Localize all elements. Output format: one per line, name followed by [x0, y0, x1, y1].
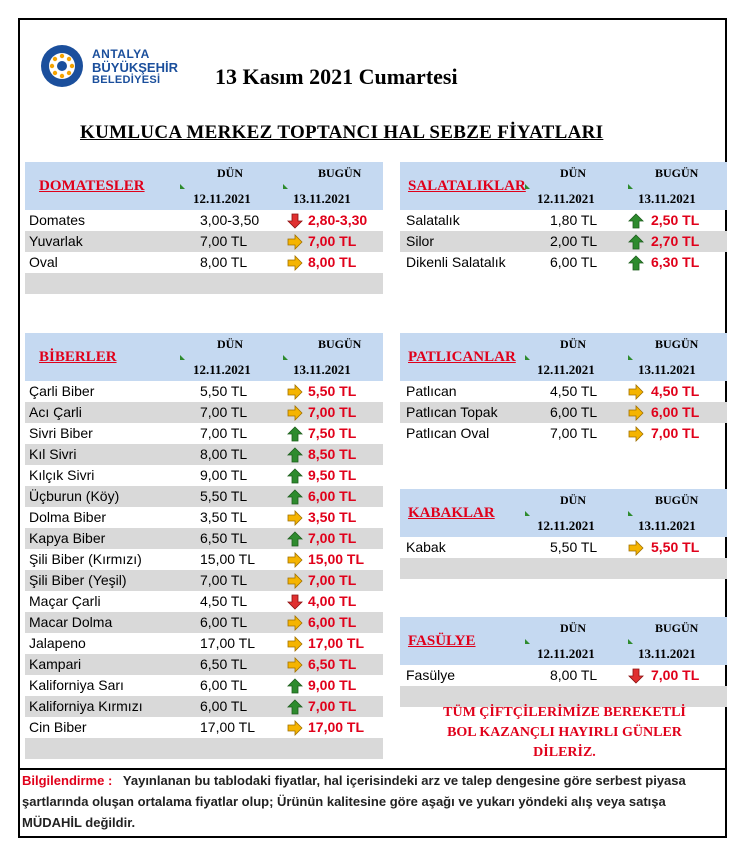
product-name: Salatalık [406, 212, 460, 228]
price-yesterday: 5,50 TL [200, 488, 248, 504]
col-yesterday: DÜN [217, 166, 243, 180]
arrow-up-icon [287, 678, 303, 694]
product-name: Macar Dolma [29, 614, 113, 630]
col-yesterday-date: 12.11.2021 [537, 518, 595, 533]
arrow-right-icon [628, 405, 644, 421]
price-row [25, 444, 383, 465]
price-row [400, 210, 727, 231]
col-yesterday-date: 12.11.2021 [537, 191, 595, 206]
price-row [25, 570, 383, 591]
product-name: Kıl Sivri [29, 446, 77, 462]
price-today: 3,50 TL [308, 509, 357, 525]
price-row [400, 381, 727, 402]
price-yesterday: 2,00 TL [550, 233, 598, 249]
section-title: KABAKLAR [408, 505, 495, 521]
price-row [25, 528, 383, 549]
arrow-right-icon [287, 405, 303, 421]
product-name: Kapya Biber [29, 530, 106, 546]
product-name: Dolma Biber [29, 509, 107, 525]
product-name: Maçar Çarli [29, 593, 101, 609]
logo-line3: BELEDİYESİ [92, 74, 161, 86]
cell-marker [180, 184, 185, 189]
product-name: Yuvarlak [29, 233, 83, 249]
price-row [25, 381, 383, 402]
col-today-date: 13.11.2021 [638, 191, 696, 206]
section-header [400, 617, 727, 665]
price-row [25, 612, 383, 633]
product-name: Üçburun (Köy) [29, 488, 120, 504]
col-yesterday: DÜN [560, 621, 586, 635]
col-yesterday: DÜN [560, 337, 586, 351]
price-yesterday: 5,50 TL [200, 383, 248, 399]
price-row [25, 591, 383, 612]
price-yesterday: 9,00 TL [200, 467, 248, 483]
arrow-up-icon [287, 426, 303, 442]
price-row [25, 507, 383, 528]
arrow-down-icon [287, 594, 303, 610]
price-yesterday: 7,00 TL [200, 233, 248, 249]
price-today: 7,00 TL [308, 572, 357, 588]
price-today: 7,00 TL [308, 530, 357, 546]
col-yesterday-date: 12.11.2021 [193, 362, 251, 377]
price-today: 7,50 TL [308, 425, 357, 441]
arrow-down-icon [287, 213, 303, 229]
arrow-right-icon [287, 573, 303, 589]
arrow-right-icon [287, 720, 303, 736]
price-today: 6,00 TL [651, 404, 700, 420]
price-row [25, 549, 383, 570]
col-today: BUGÜN [318, 166, 362, 180]
product-name: Sivri Biber [29, 425, 93, 441]
arrow-right-icon [287, 636, 303, 652]
logo-line1: ANTALYA [92, 47, 150, 61]
price-today: 9,00 TL [308, 677, 357, 693]
price-yesterday: 7,00 TL [200, 404, 248, 420]
price-row [25, 231, 383, 252]
empty-row [25, 273, 383, 294]
section-title: PATLICANLAR [408, 349, 516, 365]
section-fasulye [400, 617, 727, 707]
empty-row [25, 738, 383, 759]
price-yesterday: 4,50 TL [200, 593, 248, 609]
section-biberler [25, 333, 383, 759]
arrow-up-icon [628, 255, 644, 271]
product-name: Kılçık Sivri [29, 467, 95, 483]
section-header [25, 333, 383, 381]
product-name: Silor [406, 233, 435, 249]
col-today-date: 13.11.2021 [293, 362, 351, 377]
arrow-up-icon [287, 531, 303, 547]
price-row [400, 252, 727, 273]
product-name: Kampari [29, 656, 82, 672]
price-yesterday: 7,00 TL [200, 425, 248, 441]
greeting-message [402, 703, 727, 763]
product-name: Patlıcan [406, 383, 457, 399]
price-yesterday: 6,00 TL [550, 404, 598, 420]
product-name: Jalapeno [29, 635, 86, 651]
section-title: BİBERLER [39, 349, 117, 365]
price-row [25, 696, 383, 717]
price-yesterday: 1,80 TL [550, 212, 598, 228]
col-today-date: 13.11.2021 [638, 362, 696, 377]
empty-row [400, 558, 727, 579]
footer-label: Bilgilendirme : [22, 773, 113, 788]
col-today: BUGÜN [655, 493, 699, 507]
greeting-line3: DİLERİZ. [533, 745, 596, 760]
logo-emblem-icon [40, 44, 84, 88]
price-today: 15,00 TL [308, 551, 365, 567]
product-name: Dikenli Salatalık [406, 254, 506, 270]
arrow-up-icon [287, 489, 303, 505]
price-yesterday: 17,00 TL [200, 719, 256, 735]
arrow-right-icon [628, 384, 644, 400]
col-today: BUGÜN [655, 337, 699, 351]
price-row [25, 252, 383, 273]
col-today-date: 13.11.2021 [638, 646, 696, 661]
price-today: 2,70 TL [651, 233, 700, 249]
price-row [25, 423, 383, 444]
arrow-up-icon [628, 213, 644, 229]
price-yesterday: 3,00-3,50 [200, 212, 260, 228]
price-row [25, 633, 383, 654]
arrow-right-icon [287, 384, 303, 400]
arrow-right-icon [287, 657, 303, 673]
price-today: 7,00 TL [308, 698, 357, 714]
price-yesterday: 7,00 TL [200, 572, 248, 588]
price-today: 17,00 TL [308, 635, 365, 651]
municipality-logo [40, 44, 190, 92]
col-yesterday: DÜN [560, 166, 586, 180]
arrow-right-icon [287, 234, 303, 250]
section-title: DOMATESLER [39, 178, 145, 194]
price-today: 2,80-3,30 [308, 212, 368, 228]
price-today: 6,00 TL [308, 614, 357, 630]
arrow-right-icon [628, 426, 644, 442]
product-name: Oval [29, 254, 58, 270]
price-row [25, 717, 383, 738]
price-row [25, 402, 383, 423]
product-name: Şili Biber (Kırmızı) [29, 551, 142, 567]
price-today: 6,00 TL [308, 488, 357, 504]
price-today: 7,00 TL [651, 425, 700, 441]
price-today: 4,50 TL [651, 383, 700, 399]
product-name: Kaliforniya Kırmızı [29, 698, 143, 714]
price-row [400, 402, 727, 423]
price-row [400, 231, 727, 252]
price-today: 5,50 TL [651, 539, 700, 555]
arrow-right-icon [287, 615, 303, 631]
main-title: KUMLUCA MERKEZ TOPTANCI HAL SEBZE FİYATLARI [80, 122, 604, 143]
col-today: BUGÜN [318, 337, 362, 351]
footer-note [22, 770, 722, 833]
greeting-line2: BOL KAZANÇLI HAYIRLI GÜNLER [447, 725, 682, 740]
arrow-up-icon [628, 234, 644, 250]
price-row [400, 423, 727, 444]
col-yesterday-date: 12.11.2021 [537, 646, 595, 661]
logo-line2: BÜYÜKŞEHİR [92, 60, 178, 75]
product-name: Cin Biber [29, 719, 87, 735]
price-row [400, 537, 727, 558]
price-yesterday: 5,50 TL [550, 539, 598, 555]
price-yesterday: 6,00 TL [200, 698, 248, 714]
price-today: 6,30 TL [651, 254, 700, 270]
col-today: BUGÜN [655, 621, 699, 635]
price-yesterday: 6,50 TL [200, 530, 248, 546]
price-row [25, 210, 383, 231]
cell-marker [628, 511, 633, 516]
price-yesterday: 8,00 TL [200, 446, 248, 462]
section-title: FASÜLYE [408, 633, 476, 649]
cell-marker [628, 639, 633, 644]
col-yesterday-date: 12.11.2021 [193, 191, 251, 206]
price-today: 9,50 TL [308, 467, 357, 483]
price-yesterday: 6,00 TL [200, 677, 248, 693]
col-today-date: 13.11.2021 [638, 518, 696, 533]
price-yesterday: 17,00 TL [200, 635, 256, 651]
col-yesterday-date: 12.11.2021 [537, 362, 595, 377]
section-salataliklar [400, 162, 727, 273]
product-name: Şili Biber (Yeşil) [29, 572, 127, 588]
col-yesterday: DÜN [217, 337, 243, 351]
cell-marker [525, 511, 530, 516]
cell-marker [525, 184, 530, 189]
price-today: 17,00 TL [308, 719, 365, 735]
price-today: 8,50 TL [308, 446, 357, 462]
price-today: 5,50 TL [308, 383, 357, 399]
price-yesterday: 7,00 TL [550, 425, 598, 441]
product-name: Kaliforniya Sarı [29, 677, 124, 693]
price-yesterday: 6,00 TL [200, 614, 248, 630]
product-name: Domates [29, 212, 86, 228]
cell-marker [628, 184, 633, 189]
price-today: 4,00 TL [308, 593, 357, 609]
arrow-right-icon [287, 510, 303, 526]
price-today: 8,00 TL [308, 254, 357, 270]
price-yesterday: 8,00 TL [550, 667, 598, 683]
price-yesterday: 8,00 TL [200, 254, 248, 270]
greeting-line1: TÜM ÇİFTÇİLERİMİZE BEREKETLİ [443, 705, 686, 720]
arrow-down-icon [628, 668, 644, 684]
section-title: SALATALIKLAR [408, 178, 526, 194]
arrow-up-icon [287, 468, 303, 484]
price-row [25, 465, 383, 486]
logo-text [92, 48, 178, 87]
date-title: 13 Kasım 2021 Cumartesi [215, 64, 458, 89]
price-yesterday: 6,00 TL [550, 254, 598, 270]
cell-marker [180, 355, 185, 360]
product-name: Acı Çarli [29, 404, 82, 420]
product-name: Çarli Biber [29, 383, 95, 399]
section-kabaklar [400, 489, 727, 579]
product-name: Patlıcan Oval [406, 425, 490, 441]
price-today: 2,50 TL [651, 212, 700, 228]
product-name: Kabak [406, 539, 446, 555]
cell-marker [283, 184, 288, 189]
arrow-up-icon [287, 699, 303, 715]
arrow-up-icon [287, 447, 303, 463]
arrow-right-icon [628, 540, 644, 556]
section-patlicanlar [400, 333, 727, 444]
section-header [400, 333, 727, 381]
arrow-right-icon [287, 552, 303, 568]
cell-marker [525, 639, 530, 644]
price-row [25, 486, 383, 507]
footer-text: Yayınlanan bu tablodaki fiyatlar, hal içerisindeki arz ve talep dengesine göre serbest piyasa şartlarında oluşan ortalama fiyatlar olup; Ürünün kalitesine göre aşağı ve yukarı yöndeki alış veya satışa MÜDAHİL değildir. [22, 773, 686, 830]
col-today-date: 13.11.2021 [293, 191, 351, 206]
section-header [25, 162, 383, 210]
price-yesterday: 3,50 TL [200, 509, 248, 525]
price-row [400, 665, 727, 686]
price-yesterday: 4,50 TL [550, 383, 598, 399]
col-today: BUGÜN [655, 166, 699, 180]
price-row [25, 675, 383, 696]
price-yesterday: 6,50 TL [200, 656, 248, 672]
price-today: 7,00 TL [308, 404, 357, 420]
price-today: 7,00 TL [308, 233, 357, 249]
col-yesterday: DÜN [560, 493, 586, 507]
price-yesterday: 15,00 TL [200, 551, 256, 567]
arrow-right-icon [287, 255, 303, 271]
price-row [25, 654, 383, 675]
cell-marker [525, 355, 530, 360]
product-name: Fasülye [406, 667, 456, 683]
section-header [400, 162, 727, 210]
section-header [400, 489, 727, 537]
price-today: 7,00 TL [651, 667, 700, 683]
product-name: Patlıcan Topak [406, 404, 498, 420]
cell-marker [283, 355, 288, 360]
section-domatesler [25, 162, 383, 294]
cell-marker [628, 355, 633, 360]
price-today: 6,50 TL [308, 656, 357, 672]
